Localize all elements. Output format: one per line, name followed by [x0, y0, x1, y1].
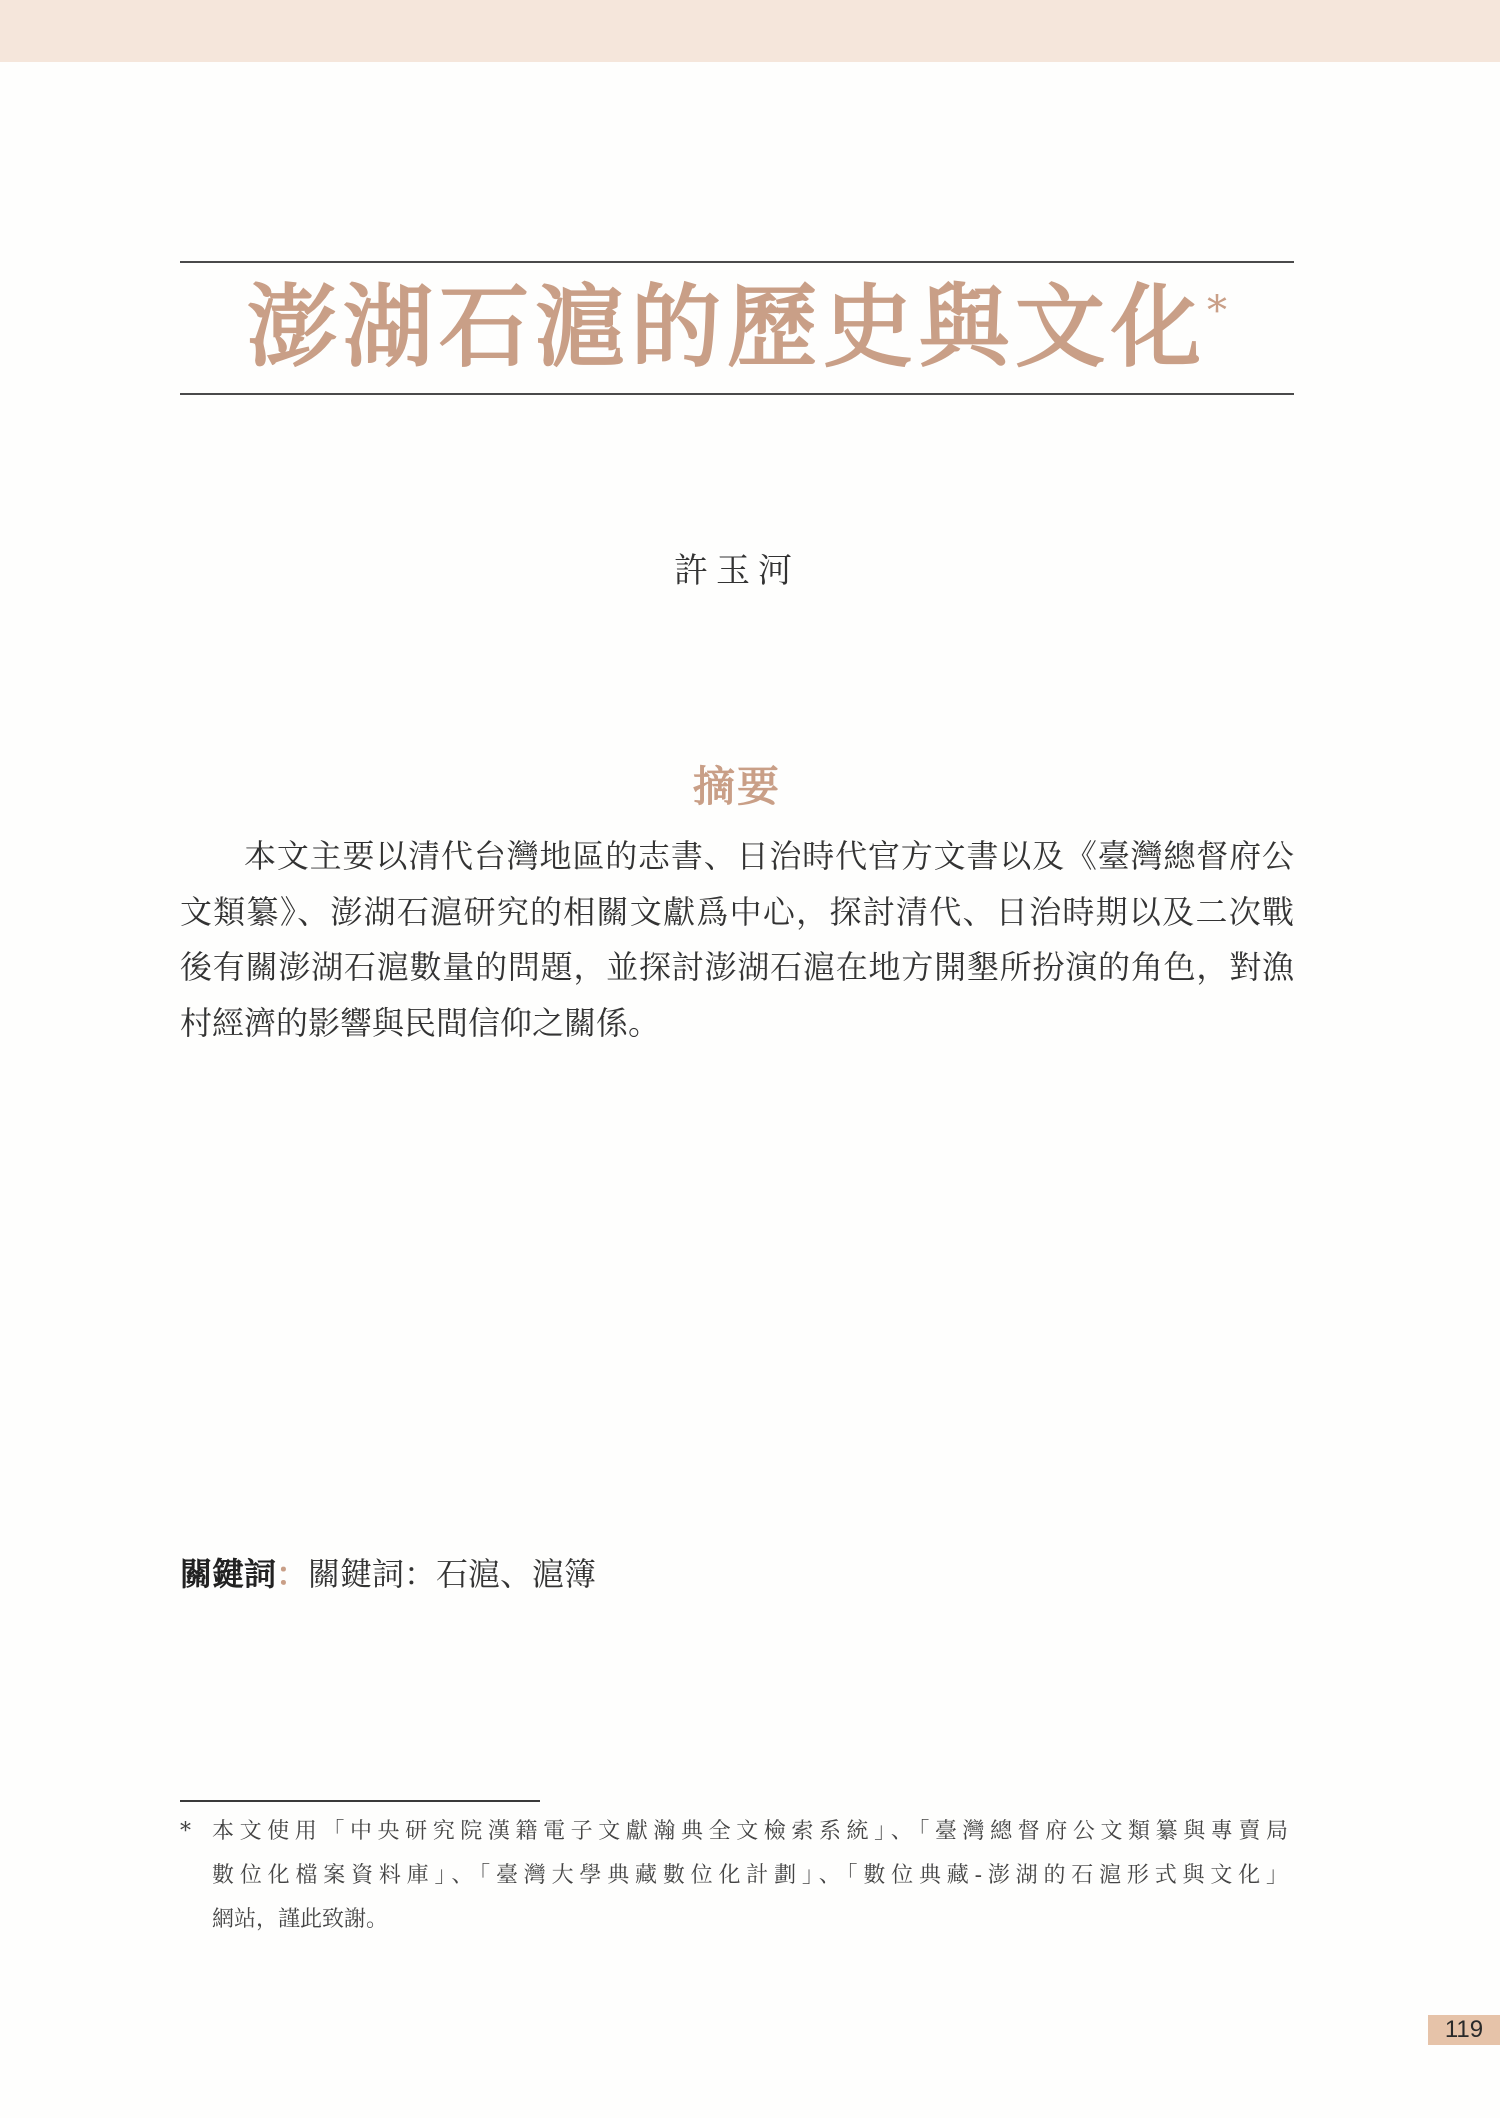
title-footnote-mark: *	[1207, 288, 1227, 334]
footnote-line: 網站，謹此致謝。	[212, 1907, 389, 1932]
header-band	[0, 0, 1500, 62]
title-bottom-rule	[180, 393, 1294, 395]
abstract-line: 本文主要以清代台灣地區的志書、日治時代官方文書以及《臺灣總督府公	[244, 837, 1294, 875]
keywords-value: 關鍵詞：石滬、滬簿	[308, 1555, 597, 1593]
keywords-separator: ：	[276, 1555, 309, 1593]
keywords-label: 關鍵詞	[180, 1555, 277, 1593]
abstract-line: 文類纂》、澎湖石滬研究的相關文獻爲中心，探討清代、日治時期以及二次戰	[180, 892, 1294, 931]
keywords-line	[180, 1552, 1294, 1596]
title-text: 澎湖石滬的歷史與文化	[247, 274, 1207, 380]
title-top-rule	[180, 261, 1294, 263]
page-number: 119	[1428, 2015, 1500, 2045]
abstract-line: 村經濟的影響與民間信仰之關係。	[180, 1003, 661, 1042]
footnote-line: 數位化檔案資料庫」、「臺灣大學典藏數位化計劃」、「數位典藏-澎湖的石滬形式與文化」	[212, 1863, 1288, 1888]
footnote-line: 本文使用「中央研究院漢籍電子文獻瀚典全文檢索系統」、「臺灣總督府公文類纂與專賣局	[212, 1819, 1288, 1844]
paper-title	[180, 270, 1294, 385]
author-name: 許玉河	[674, 551, 800, 591]
footnote-mark: *	[180, 1819, 191, 1844]
footnote-body	[212, 1810, 1288, 1942]
footnote-rule	[180, 1800, 540, 1802]
abstract-body	[180, 829, 1294, 1051]
abstract-heading: 摘要	[692, 762, 781, 811]
abstract-line: 後有關澎湖石滬數量的問題，並探討澎湖石滬在地方開墾所扮演的角色，對漁	[180, 948, 1294, 986]
